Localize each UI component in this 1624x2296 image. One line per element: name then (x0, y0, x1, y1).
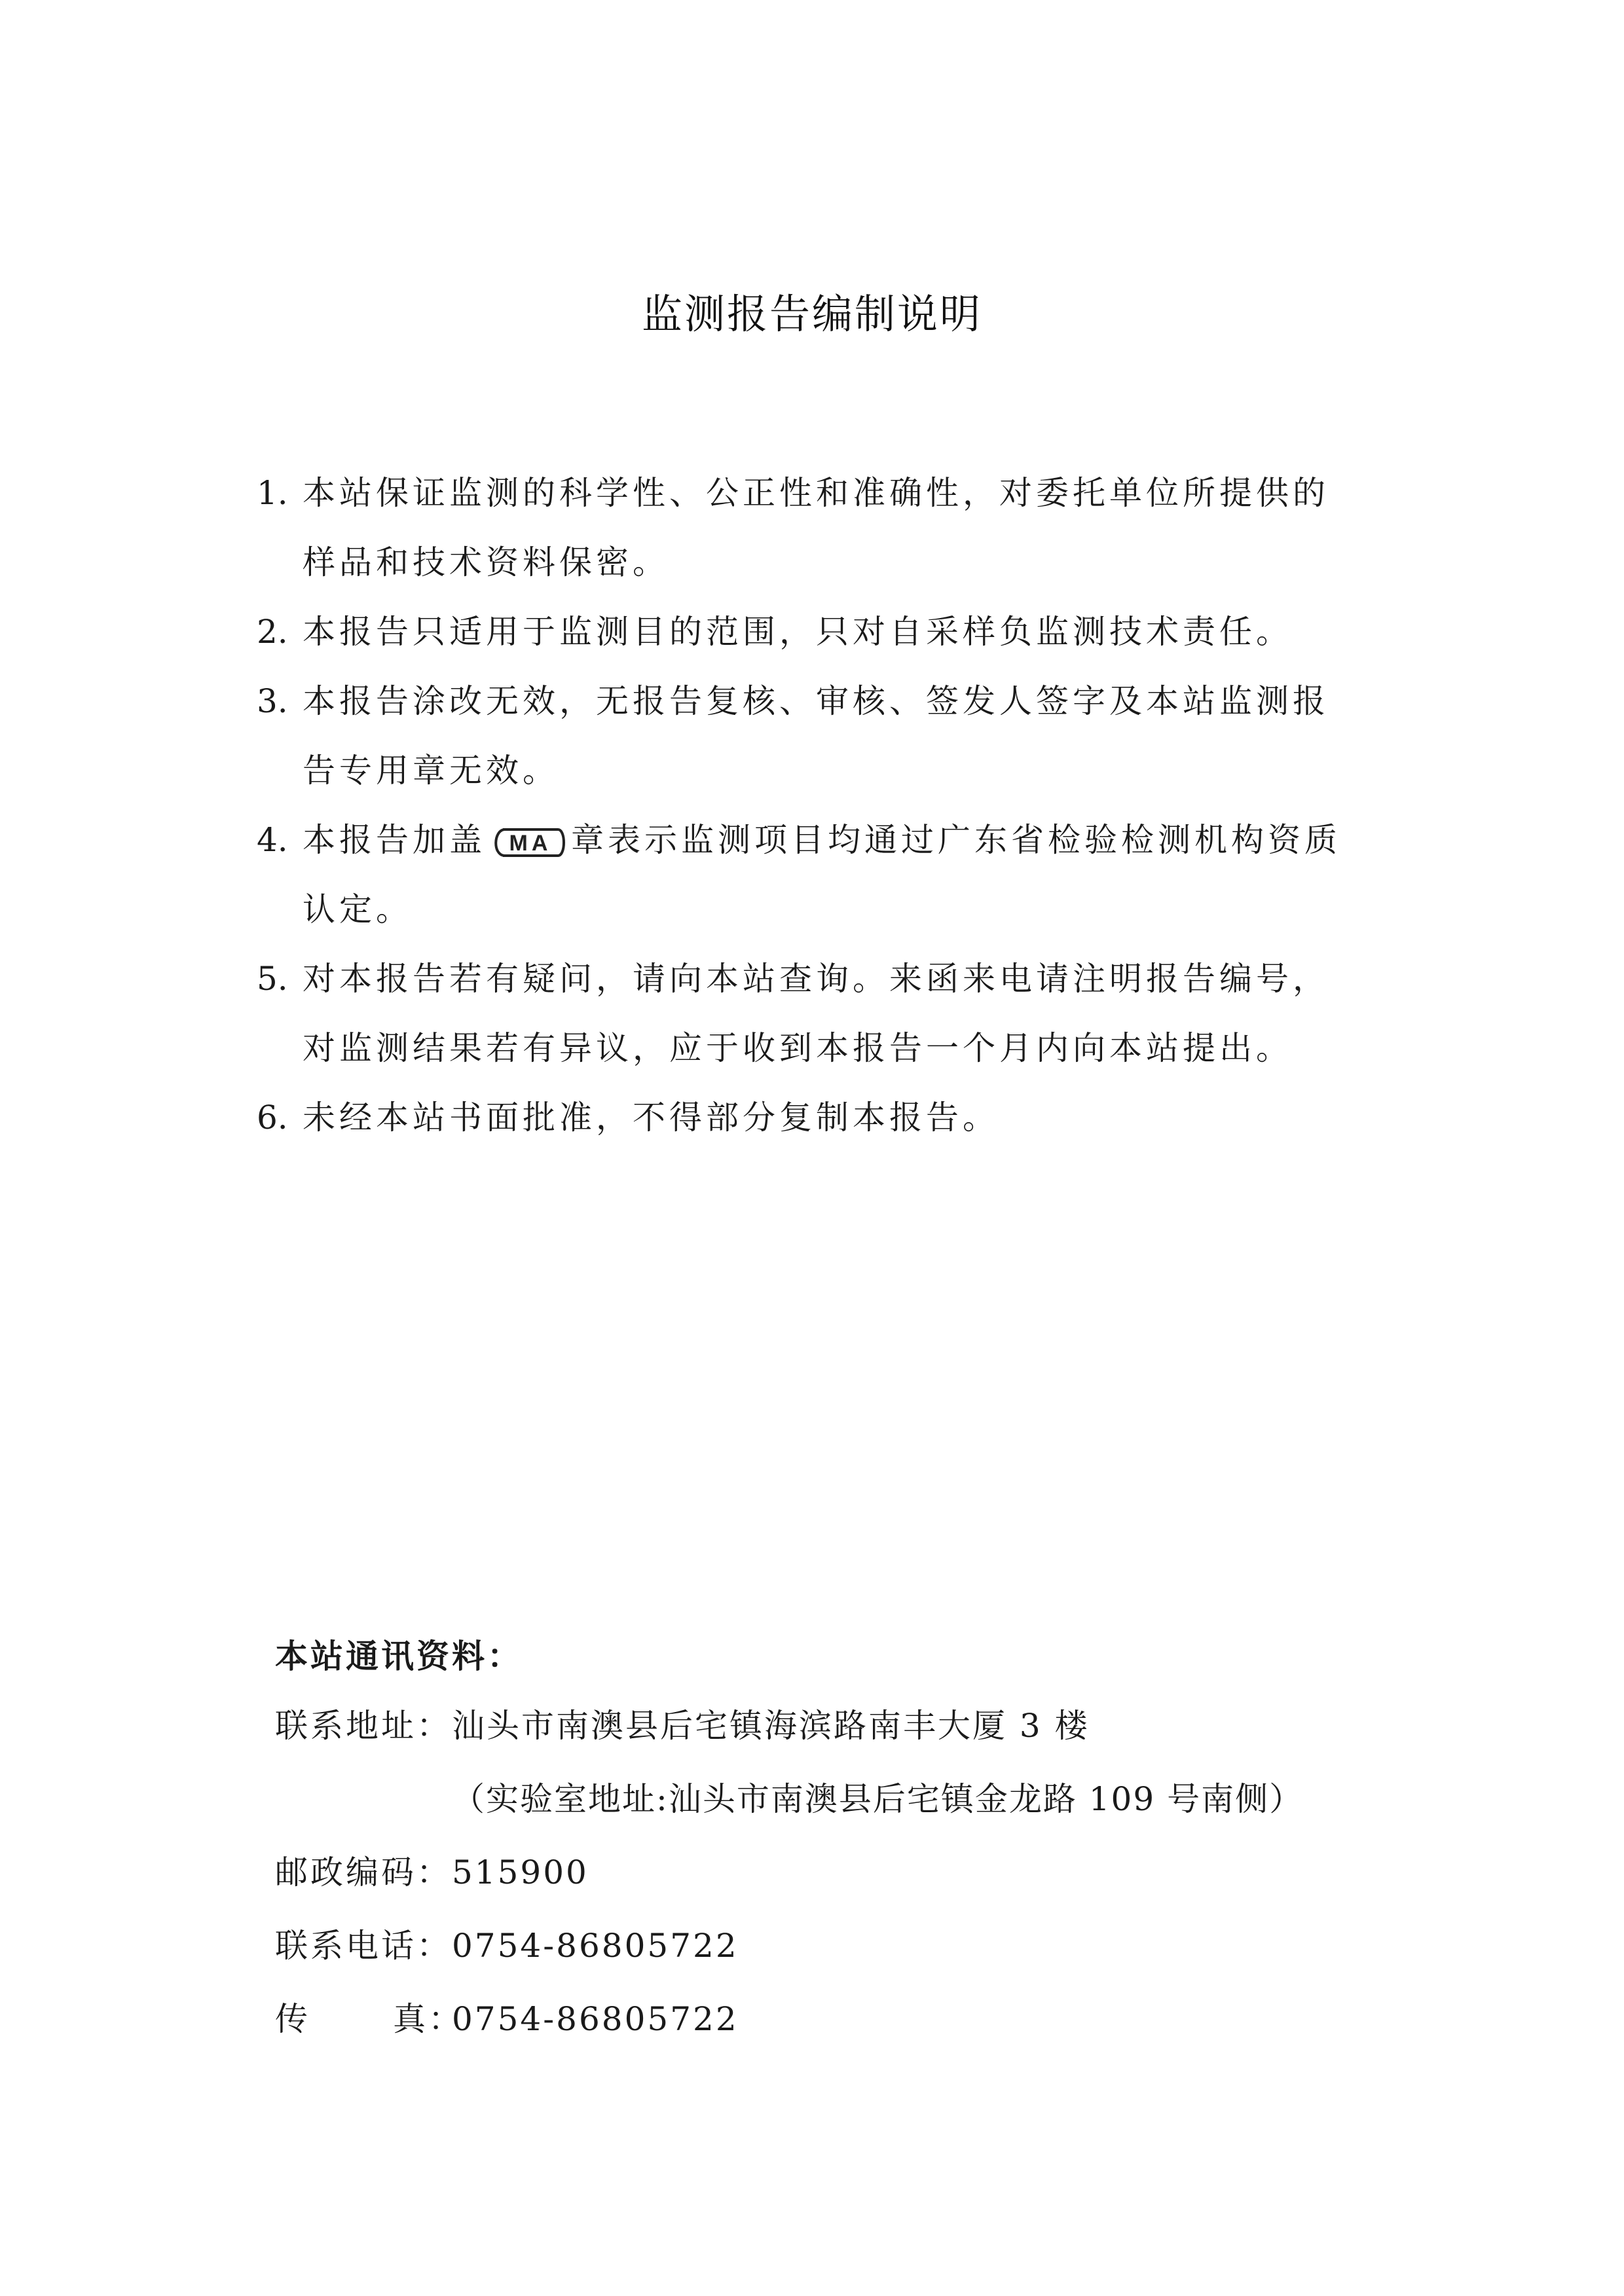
note-text-continued: 告专用章无效。 (303, 752, 559, 790)
note-text-continued: 样品和技术资料保密。 (303, 543, 669, 581)
fax-row (275, 1982, 1454, 2056)
note-number: 5. (257, 960, 288, 998)
note-item (257, 944, 1409, 1083)
phone-value: 0754-86805722 (452, 1927, 739, 1965)
note-item (257, 458, 1409, 597)
fax-value: 0754-86805722 (452, 2000, 739, 2038)
phone-row (275, 1909, 1454, 1982)
postcode-value: 515900 (452, 1853, 589, 1891)
document-title: 监测报告编制说明 (641, 290, 982, 338)
notes-list (257, 458, 1409, 1152)
note-number: 4. (257, 821, 288, 859)
note-text: 未经本站书面批准，不得部分复制本报告。 (303, 1099, 999, 1137)
lab-address-row (275, 1762, 1454, 1836)
note-text-continued: 对监测结果若有异议，应于收到本报告一个月内向本站提出。 (303, 1029, 1293, 1067)
note-text: 本报告只适用于监测目的范围，只对自采样负监测技术责任。 (303, 613, 1293, 651)
cma-mark-text: MA (509, 831, 552, 856)
lab-address-value: （实验室地址:汕头市南澳县后宅镇金龙路 109 号南侧） (452, 1780, 1304, 1818)
contact-section (275, 1624, 1454, 2056)
address-row (275, 1689, 1454, 1762)
note-number: 3. (257, 682, 288, 720)
address-value: 汕头市南澳县后宅镇海滨路南丰大厦 3 楼 (452, 1707, 1090, 1745)
cma-mark-icon (490, 824, 567, 861)
note-text-continued: 认定。 (303, 890, 413, 928)
note-item (257, 805, 1409, 944)
note-number: 6. (257, 1099, 288, 1137)
note-text (303, 805, 1409, 875)
note-text-after-mark: 章表示监测项目均通过广东省检验检测机构资质 (571, 821, 1341, 859)
contact-heading: 本站通讯资料： (275, 1637, 523, 1675)
postcode-row (275, 1836, 1454, 1909)
fax-label-second: 真： (393, 2000, 464, 2038)
phone-label: 联系电话： (275, 1927, 452, 1965)
note-item (257, 1083, 1409, 1152)
fax-label-first: 传 (275, 2000, 310, 2038)
note-number: 1. (257, 474, 288, 512)
note-item (257, 666, 1409, 805)
note-text-before-mark: 本报告加盖 (303, 821, 486, 859)
note-text: 本报告涂改无效，无报告复核、审核、签发人签字及本站监测报 (303, 682, 1329, 720)
note-item (257, 597, 1409, 666)
note-text: 本站保证监测的科学性、公正性和准确性，对委托单位所提供的 (303, 474, 1329, 512)
postcode-label: 邮政编码： (275, 1853, 452, 1891)
note-number: 2. (257, 613, 288, 651)
note-text: 对本报告若有疑问，请向本站查询。来函来电请注明报告编号， (303, 960, 1329, 998)
address-label: 联系地址： (275, 1707, 452, 1745)
fax-label (275, 1982, 464, 2056)
